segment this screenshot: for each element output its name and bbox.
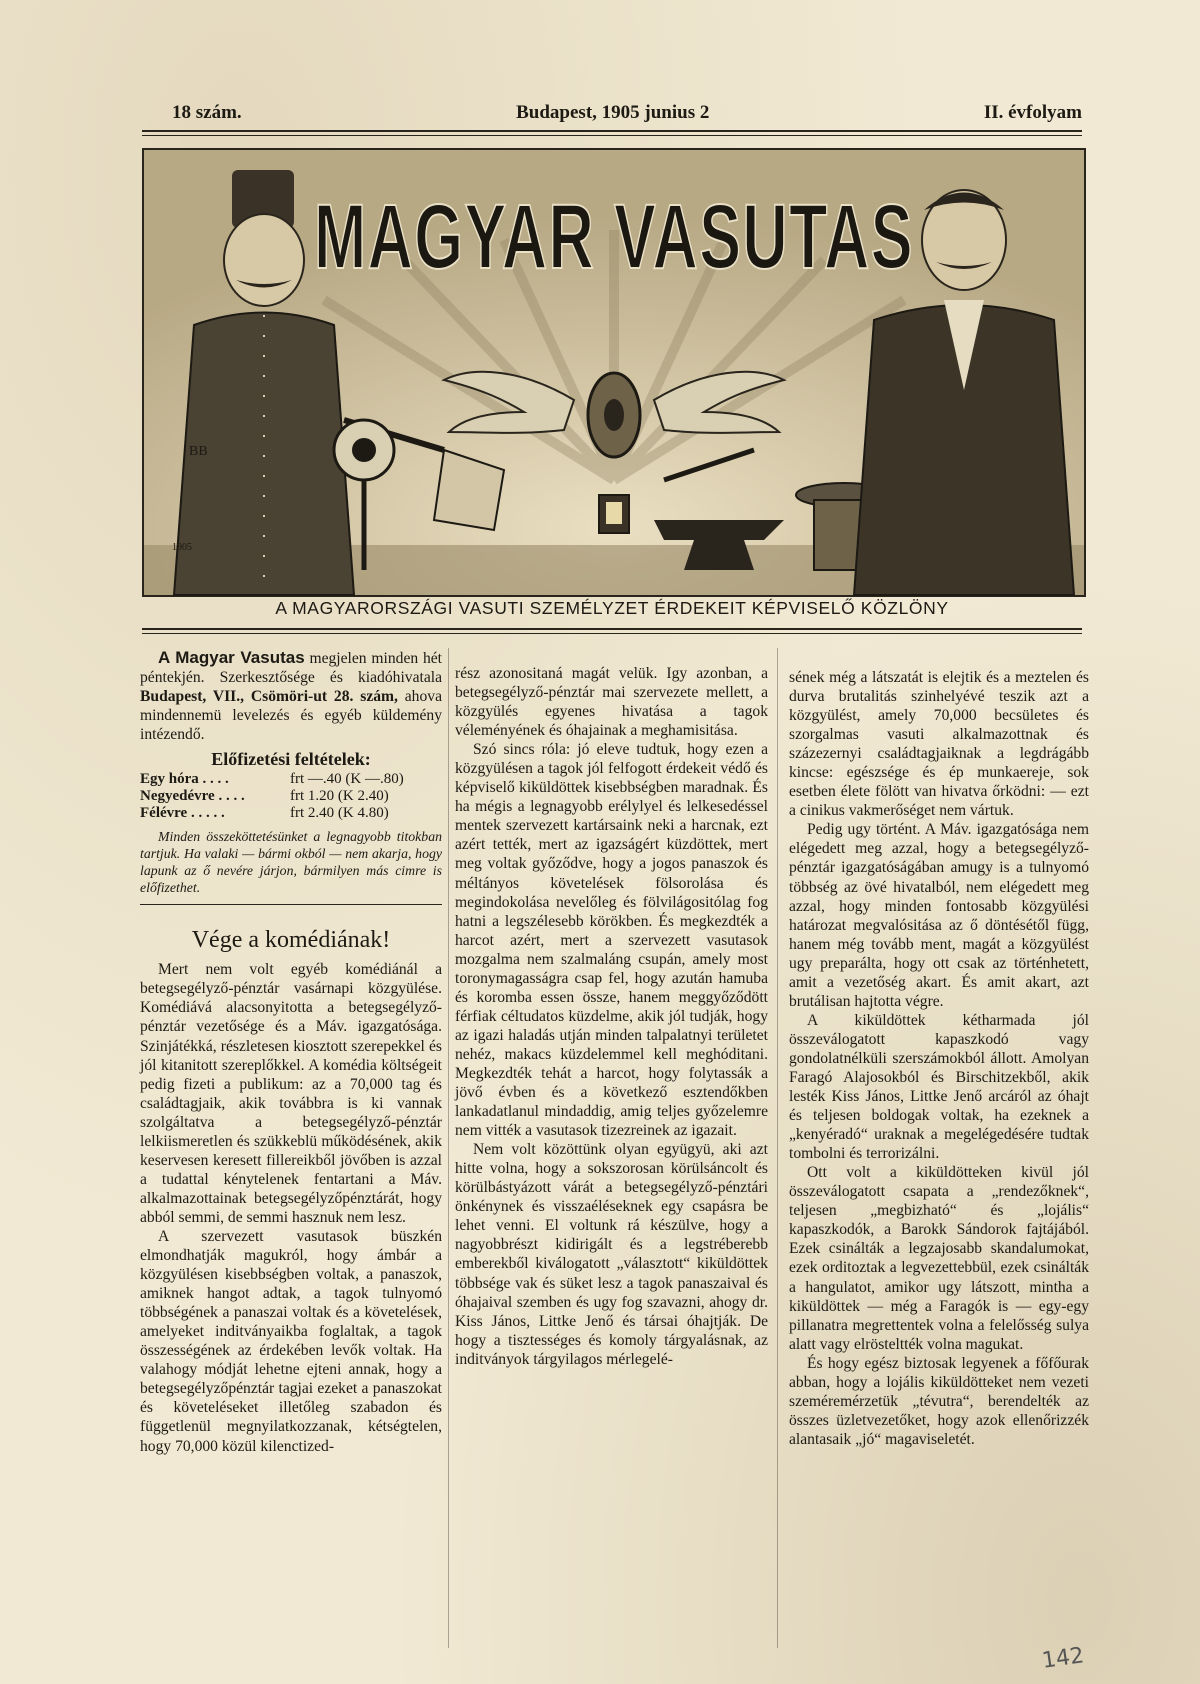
- lantern-icon: [599, 495, 629, 533]
- banner-title: MAGYAR VASUTAS: [314, 186, 914, 288]
- column-1: [140, 648, 442, 1456]
- column-3: [789, 668, 1089, 1449]
- info-intro-bold: A Magyar Vasutas: [158, 648, 305, 667]
- article-paragraph: A szervezett vasutasok büszkén elmondhatják magukról, hogy ámbár a közgyülésen kisebbségben voltak, a panaszok, amiknek hangot adtak, a tagok tulnyomó többségének a panaszai voltak és a követelések, amelyeket inditványaikba foglaltak, a tagok összességének az érdekében levők voltak. Ha valahogy módját lehetne ejteni annak, hogy a betegsegélyzőpénztár tagjai ezeket a panaszokat és követeléseket illetőleg szabadon és függetlenül megnyilatkozzanak, kétségtelen, hogy 70,000 közül kilenctized-: [140, 1227, 442, 1455]
- price-row: [140, 805, 442, 822]
- article-paragraph: A kiküldöttek kétharmada jól összeválogatott kapaszkodó vagy gondolatnélküli szerszámokból állott. Amolyan Faragó Alajosokból és Birschitzekből, akik lesték Kiss János, Littke Jenő arcáról az óhajt és teljesen boldogak voltak, ha ezeknek a „kenyéradó“ uraknak a megelégedésére tudtak tombolni és terrorizálni.: [789, 1011, 1089, 1163]
- price-amount: frt 2.40 (K 4.80): [290, 805, 389, 822]
- issue-number: 18 szám.: [172, 102, 242, 123]
- price-amount: frt 1.20 (K 2.40): [290, 788, 389, 805]
- banner-year: 1905: [172, 542, 192, 553]
- subtitle-rule: [142, 628, 1082, 630]
- price-row: [140, 771, 442, 788]
- info-address: Budapest, VII., Csömöri-ut 28. szám,: [140, 688, 398, 706]
- place-date: Budapest, 1905 junius 2: [516, 102, 710, 123]
- article-paragraph: És hogy egész biztosak legyenek a főfőurak abban, hogy a lojális kiküldötteket nem vezeti szeméremérzetük „tévutra“, berendelték az összes üzletvezetőket, hogy azok ellenőrizzék alantasaik „jó“ magaviseletét.: [789, 1354, 1089, 1448]
- confidentiality-note: Minden összeköttetésünket a legnagyobb titokban tartjuk. Ha valaki — bármi okból — nem akarja, hogy lapunk az ő nevére járjon, bármilyen más cimre is előfizethet.: [140, 829, 442, 896]
- article-paragraph: sének még a látszatát is elejtik és a meztelen és durva brutalitás szinhelyévé teszik azt a közgyülést, amely 70,000 becsületes és szorgalmas vasuti alkalmazottnak és százezernyi családtagjaiknak a legdrágább kincse: egészsége és ép munkaereje, sok esetben élete fölött van hivatva őrködni: — ezt a cinikus vakmerőséget nem vártuk.: [789, 669, 1089, 820]
- info-intro-rest: megjelen minden hét péntekjén. Szerkesztősége és kiadóhivatala: [140, 650, 442, 687]
- volume: II. évfolyam: [983, 102, 1082, 123]
- price-label: Negyedévre . . . .: [140, 788, 245, 805]
- price-label: Félévre . . . . .: [140, 805, 225, 822]
- publication-subtitle: A MAGYARORSZÁGI VASUTI SZEMÉLYZET ÉRDEKEIT KÉPVISELŐ KÖZLÖNY: [275, 598, 949, 618]
- article-paragraph: Ott volt a kiküldötteken kivül jól összeválogatott csapata a „rendezőknek“, teljesen „megbizható“ és „lojális“ kapaszkodók, a Barokk Sándorok fajtájából. Ezek csinálták a legzajosabb skandalumokat, ezek orditoztak a legvezettebbül, ezek csinálták a hangulatot, amikor ugy látszott, mintha a kiküldöttek — még a Faragók is — egy-egy pillanatra megrettentek volna a felelősség sulya alatt vagy elrösteltték volna magukat.: [789, 1164, 1089, 1353]
- price-amount: frt —.40 (K —.80): [290, 771, 404, 788]
- monogram: BB: [189, 444, 208, 459]
- article-paragraph: Pedig ugy történt. A Máv. igazgatósága nem elégedett meg azzal, hogy a betegsegélyző-pénztár igazgatóságában amugy is a tulnyomó többség az övé hivatalból, nem elégedett meg azzal, hogy minden fontosabb közgyülési határozat megvalósitása az ő döntésétől függ, hanem még tovább ment, magát a közgyülést ugy preparálta, hogy ott csak az történhetett, amit a vezetőség akart. És amit akart, azt brutálisan hajtotta végre.: [789, 821, 1089, 1010]
- article-paragraph: Nem volt közöttünk olyan együgyü, aki azt hitte volna, hogy a sokszorosan körülsáncolt és körülbástyázott várát a betegsegélyző-pénztári önkénynek és visszaéléseknek egy csapásra be lehet venni. El voltunk rá készülve, hogy a nagyobbrészt kidirigált és a legstréberebb emberekből kiválogatott „választott“ kiküldöttek többsége vak és süket lesz a tagok panaszaival és óhajaival szemben és ugy fog szavazni, ahogy dr. Kiss János, Littke Jenő és társai óhajtják. De hogy a tisztességes és komoly tárgyalásnak, az inditványok tárgyilagos mérlegelé-: [455, 1141, 768, 1368]
- column-separator-2: [777, 648, 778, 1648]
- price-list: [140, 771, 442, 822]
- subscription-heading: Előfizetési feltételek:: [211, 749, 371, 770]
- price-label: Egy hóra . . . .: [140, 771, 229, 788]
- banner-illustration: [144, 150, 1084, 595]
- handwritten-page-number: 142: [1040, 1643, 1086, 1674]
- masthead-line: [172, 102, 1082, 124]
- column-separator-1: [448, 648, 449, 1648]
- article-paragraph: Szó sincs róla: jó eleve tudtuk, hogy ezen a közgyülésen a tagok jól felfogott érdekeit védő és képviselő kiküldöttek kisebbségben maradnak. És ha mégis a legnagyobb erélylyel és lelkesedéssel mentek szervezett kartársaink neki a harcnak, ezt azért tették, mert az igazságért küzdöttek, mert meg voltak győződve, hogy a jogos panaszok és méltányos követelések fölsorolása és megindokolása nevelőleg és fölvilágositólag fog hatni a legszélesebb körökben. És megkezdték a harcot azért, mert a szervezett vasutasok mozgalma nem szalmaláng csupán, amely most toronymagasságra csap fel, hogy azután hamuba és koromba essen össze, hanem meggyőződött férfiak céltudatos küzdelme, akik jól tudják, hogy az igazi haladás utján minden talpalatnyi területet nehéz, makacs küzdelemmel kell meghóditani. Megkezdték tehát a harcot, hogy folytassák a jövő évben és a következő esztendőkben lankadatlanul mindaddig, amig teljes győzelemre nem vitték a vasutasok tizezreinek az igazait.: [455, 741, 768, 1140]
- price-row: [140, 788, 442, 805]
- column-2: [455, 664, 768, 1369]
- header-rule: [142, 130, 1082, 132]
- masthead-banner: [142, 148, 1086, 597]
- header-rule-thin: [142, 135, 1082, 136]
- article-paragraph: rész azonositaná magát velük. Igy azonban, a betegsegélyző-pénztár mai szervezete mellett, a közgyülés egyenes hivatása a tagok véleményének és óhajainak a meghamisitása.: [455, 665, 768, 740]
- article-title: Vége a komédiának!: [191, 927, 391, 954]
- article-paragraph: Mert nem volt egyéb komédiánál a betegsegélyző-pénztár vasárnapi közgyülése. Komédiává alacsonyitotta a betegsegélyző-pénztár vezetősége és a Máv. igazgatósága. Szinjátékká, részletesen kiosztott szerepekkel és jól kitanitott szereplőkkel. A komédia költségeit pedig fizeti a publikum: az a 70,000 tag és családtagjaik, akik továbbra is ki vannak szolgáltatva a betegsegélyző-pénztár lelkiismeretlen és szükkeblü működésének, akik keservesen keresett fillereikből jövőben is azzal a tudattal kénytelenek fentartani a Máv. alkalmazottainak betegsegélyzőpénztárát, hogy abból semmi, de semmi hasznuk nem lesz.: [140, 961, 442, 1226]
- info-intro-tail: ahova mindennemü levelezés és egyéb küldemény intézendő.: [140, 688, 442, 744]
- info-rule: [140, 904, 442, 905]
- subtitle-rule-thin: [142, 633, 1082, 634]
- publication-info: [140, 648, 442, 744]
